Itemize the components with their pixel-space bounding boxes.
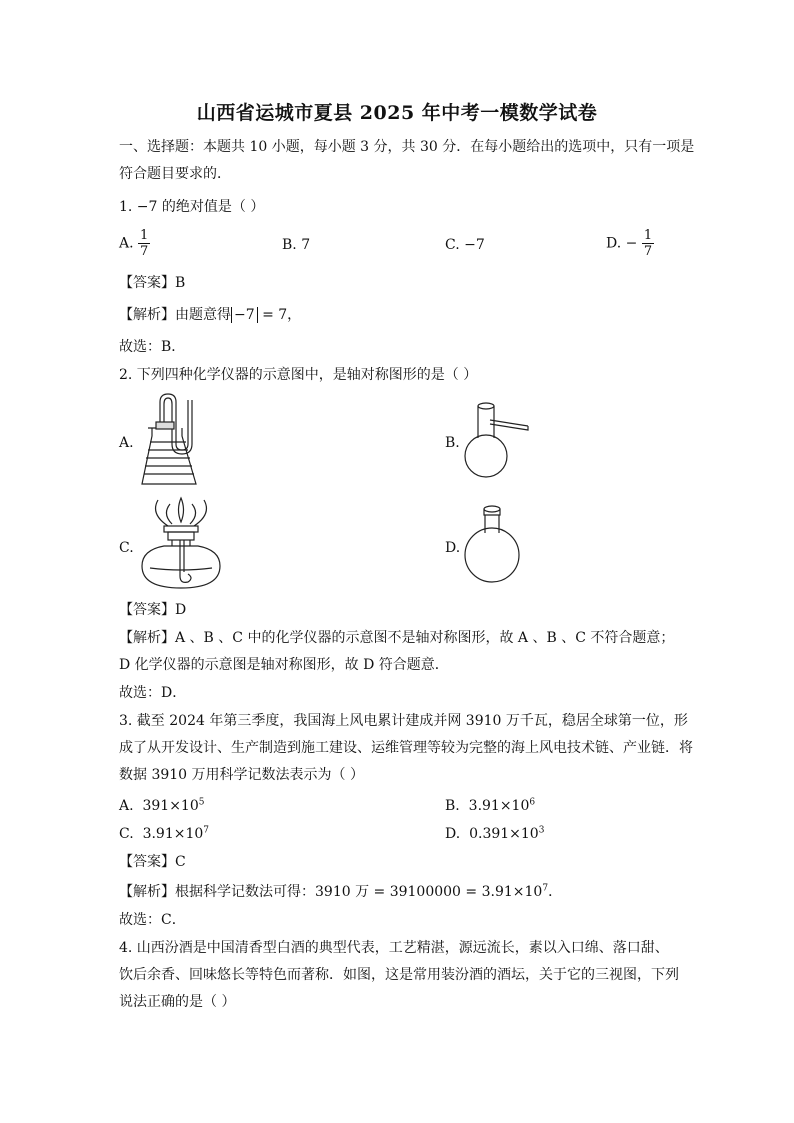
q3-option-b-base: 3.91×10 bbox=[468, 798, 530, 814]
q1-option-d-fraction bbox=[642, 228, 654, 259]
page-title: 山西省运城市夏县 2025 年中考一模数学试卷 bbox=[196, 102, 598, 124]
q1-option-d-numerator: 1 bbox=[643, 228, 653, 243]
q3-option-d-base: 0.391×10 bbox=[469, 826, 539, 842]
q2-option-d-label: D. bbox=[445, 540, 461, 556]
q3-option-c-exponent: 7 bbox=[203, 825, 210, 836]
q1-option-a-numerator: 1 bbox=[140, 228, 149, 243]
q3-option-b-label: B. bbox=[445, 798, 460, 814]
q3-option-c-base: 3.91×10 bbox=[142, 826, 204, 842]
q2-option-b-label: B. bbox=[445, 435, 460, 451]
q3-option-d bbox=[445, 824, 544, 844]
q1-option-c: C. −7 bbox=[445, 237, 485, 253]
q1-option-d-denominator: 7 bbox=[643, 244, 653, 259]
q1-analysis-prefix: 【解析】由题意得 bbox=[119, 307, 231, 323]
conical-flask-with-tube-figure bbox=[138, 392, 208, 490]
q4-stem-line3: 说法正确的是（ ） bbox=[119, 994, 236, 1010]
q1-stem: 1. −7 的绝对值是（ ） bbox=[119, 199, 265, 215]
q3-stem-line2: 成了从开发设计、生产制造到施工建设、运维管理等较为完整的海上风电技术链、产业链．将 bbox=[119, 740, 693, 756]
q2-answer: 【答案】D bbox=[119, 602, 187, 618]
q1-choose: 故选：B． bbox=[119, 339, 186, 355]
q3-option-a-base: 391×10 bbox=[142, 798, 199, 814]
alcohol-lamp-figure bbox=[136, 496, 226, 594]
q3-option-c-label: C. bbox=[119, 826, 134, 842]
q1-option-d bbox=[606, 228, 654, 259]
q2-stem: 2. 下列四种化学仪器的示意图中，是轴对称图形的是（ ） bbox=[119, 367, 478, 383]
q1-option-d-label: D. − bbox=[606, 235, 638, 252]
q1-option-a-denominator: 7 bbox=[140, 244, 149, 259]
q3-option-c bbox=[119, 824, 209, 844]
q4-stem-line1: 4. 山西汾酒是中国清香型白酒的典型代表，工艺精湛，源远流长，素以入口绵、落口甜、 bbox=[119, 940, 669, 956]
q3-answer: 【答案】C bbox=[119, 854, 186, 870]
section-heading-line1: 一、选择题：本题共 10 小题，每小题 3 分，共 30 分．在每小题给出的选项中，只有一项是 bbox=[119, 139, 695, 155]
q1-analysis bbox=[119, 305, 301, 325]
q4-stem-line2: 饮后余香、回味悠长等特色而著称．如图，这是常用装汾酒的酒坛，关于它的三视图，下列 bbox=[119, 967, 679, 983]
q3-option-a-label: A. bbox=[119, 798, 134, 814]
distillation-flask-figure bbox=[462, 398, 532, 480]
q3-analysis-end: ． bbox=[548, 884, 563, 900]
q1-option-b: B. 7 bbox=[282, 237, 311, 253]
q2-option-a-label: A. bbox=[119, 435, 134, 451]
q1-option-a-label: A. bbox=[119, 235, 134, 252]
q3-option-b-exponent: 6 bbox=[529, 797, 536, 808]
q3-option-d-exponent: 3 bbox=[538, 825, 545, 836]
q1-option-a-fraction bbox=[138, 228, 150, 259]
q3-stem-line3: 数据 3910 万用科学记数法表示为（ ） bbox=[119, 767, 364, 783]
q1-analysis-suffix: = 7， bbox=[257, 307, 302, 323]
q2-analysis-line2: D 化学仪器的示意图是轴对称图形，故 D 符合题意． bbox=[119, 657, 449, 673]
q3-stem-line1: 3. 截至 2024 年第三季度，我国海上风电累计建成并网 3910 万千瓦，稳居全球第一位，形 bbox=[119, 713, 688, 729]
q3-choose: 故选：C． bbox=[119, 912, 186, 928]
q3-analysis-text: 【解析】根据科学记数法可得：3910 万 = 39100000 = 3.91×10 bbox=[119, 884, 543, 900]
q2-analysis-line1: 【解析】A 、B 、C 中的化学仪器的示意图不是轴对称图形，故 A 、B 、C 不符合题意； bbox=[119, 630, 675, 646]
q3-option-b bbox=[445, 796, 535, 816]
section-heading-line2: 符合题目要求的． bbox=[119, 166, 231, 182]
q1-option-a bbox=[119, 228, 150, 259]
q2-choose: 故选：D． bbox=[119, 685, 187, 701]
round-bottom-flask-figure bbox=[462, 503, 522, 585]
q3-option-a bbox=[119, 796, 204, 816]
q3-analysis bbox=[119, 882, 562, 902]
q2-option-c-label: C. bbox=[119, 540, 134, 556]
q1-analysis-abs: −7 bbox=[231, 307, 258, 323]
q3-option-d-label: D. bbox=[445, 826, 461, 842]
q3-option-a-exponent: 5 bbox=[198, 797, 205, 808]
q1-answer: 【答案】B bbox=[119, 275, 186, 291]
q3-analysis-exponent: 7 bbox=[542, 883, 549, 894]
